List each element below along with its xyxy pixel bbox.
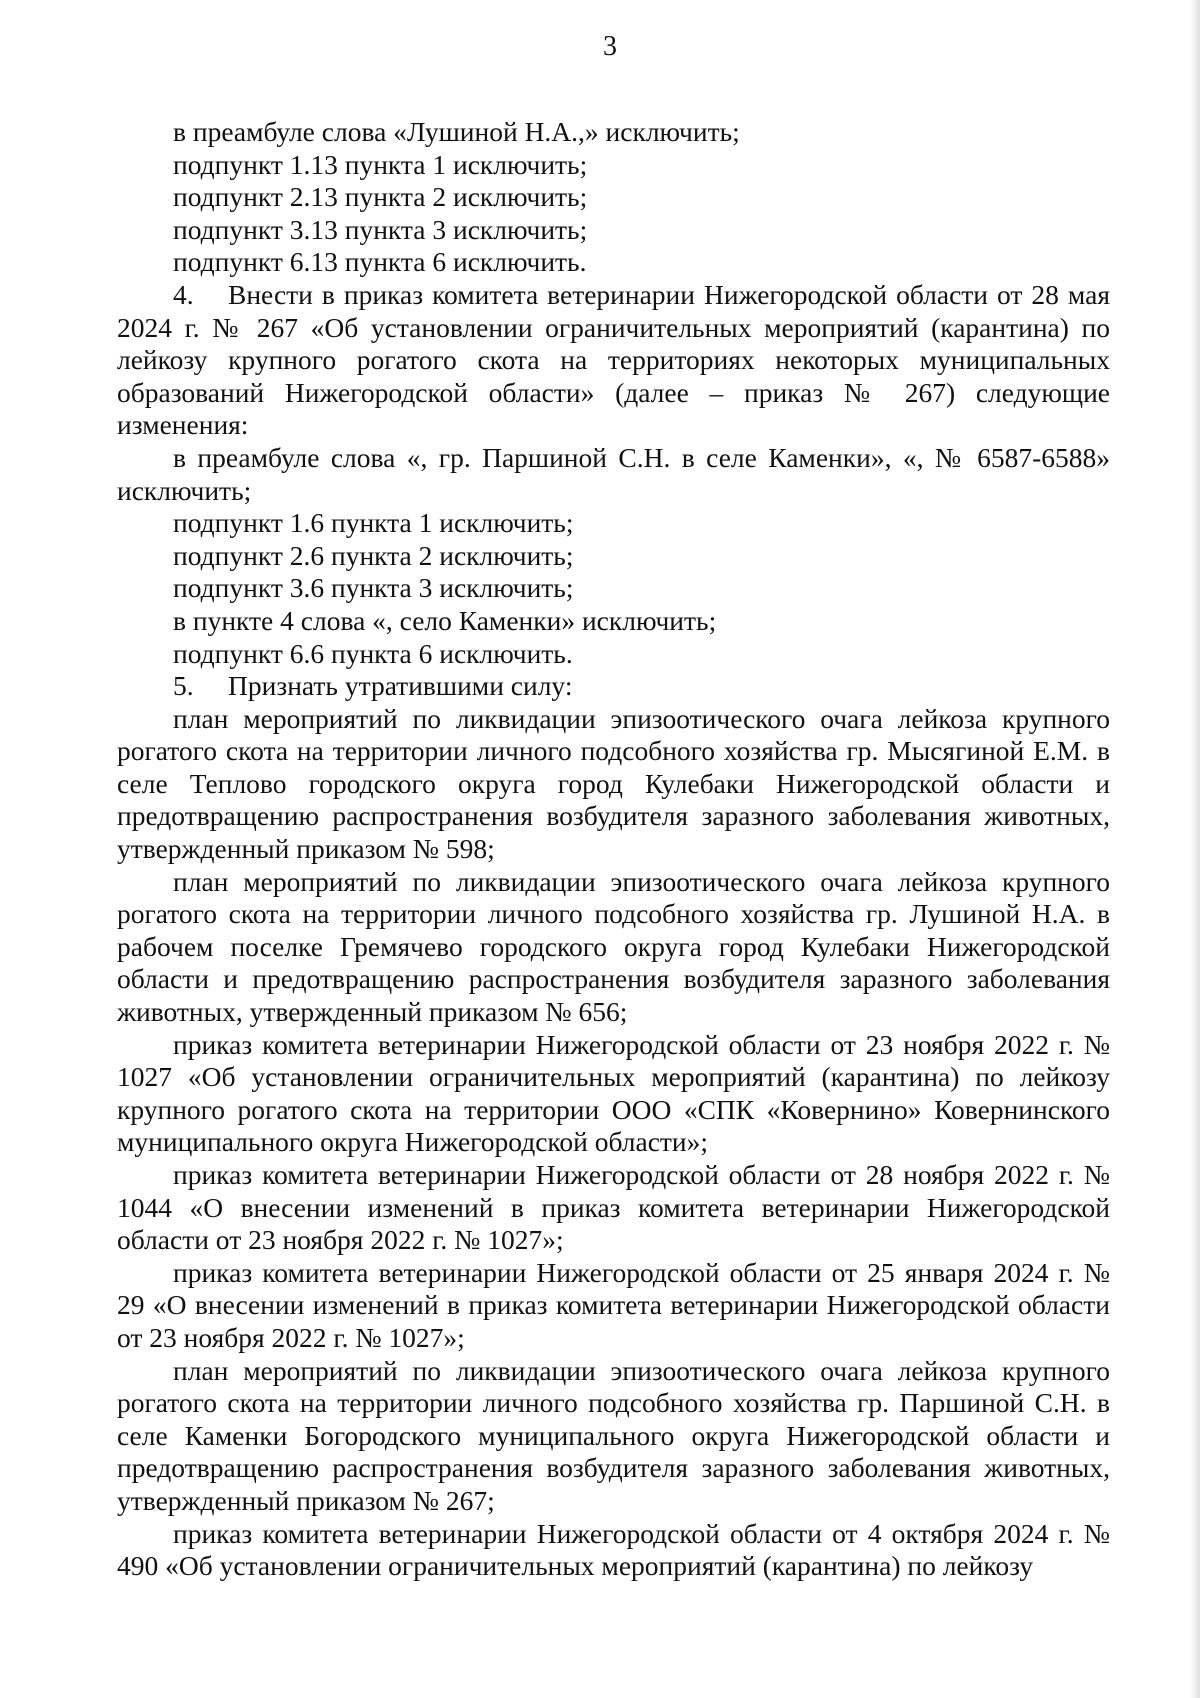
paragraph: приказ комитета ветеринарии Нижегородской области от 25 января 2024 г. № 29 «О внесении изменений в приказ комитета ветеринарии Нижегородской области от 23 ноября 2022 г. № 1027»;: [117, 1256, 1110, 1353]
item-number: 5.: [173, 670, 194, 702]
paragraph: план мероприятий по ликвидации эпизоотического очага лейкоза крупного рогатого скота на территории личного подсобного хозяйства гр. Мысягиной Е.М. в селе Теплово городского округа город Кулебаки Нижегородской области и предотвращению распространения возбудителя заразного заболевания животных, утвержденный приказом № 598;: [117, 702, 1110, 865]
paragraph: план мероприятий по ликвидации эпизоотического очага лейкоза крупного рогатого скота на территории личного подсобного хозяйства гр. Лушиной Н.А. в рабочем поселке Гремячево городского округа город Кулебаки Нижегородской области и предотвращению распространения возбудителя заразного заболевания животных, утвержденный приказом № 656;: [117, 865, 1110, 1028]
document-body: [117, 116, 1110, 1583]
paragraph: приказ комитета ветеринарии Нижегородской области от 23 ноября 2022 г. № 1027 «Об установлении ограничительных мероприятий (карантина) по лейкозу крупного рогатого скота на территории ООО «СПК «Ковернино» Ковернинского муниципального округа Нижегородской области»;: [117, 1028, 1110, 1158]
text-line: подпункт 1.6 пункта 1 исключить;: [173, 507, 574, 539]
item-number: 4.: [173, 278, 194, 310]
text-line: в преамбуле слова «, гр. Паршиной С.Н. в селе Каменки», «, № 6587-6588» исключить;: [117, 441, 1110, 506]
text-line: в пункте 4 слова «, село Каменки» исключить;: [173, 604, 717, 636]
item-text: Признать утратившими силу:: [228, 670, 573, 702]
text-line: в преамбуле слова «Лушиной Н.А.,» исключить;: [173, 116, 740, 147]
paragraph: план мероприятий по ликвидации эпизоотического очага лейкоза крупного рогатого скота на территории личного подсобного хозяйства гр. Паршиной С.Н. в селе Каменки Богородского муниципального округа Нижегородской области и предотвращению распространения возбудителя заразного заболевания животных, утвержденный приказом № 267;: [117, 1354, 1110, 1516]
item-text: Внести в приказ комитета ветеринарии Нижегородской области от 28 мая 2024 г. № 267 «Об установлении ограничительных мероприятий (карантина) по лейкозу крупного рогатого скота на территориях некоторых муниципальных образований Нижегородской области» (далее – приказ № 267) следующие изменения:: [117, 278, 1110, 441]
paragraph: приказ комитета ветеринарии Нижегородской области от 28 ноября 2022 г. № 1044 «О внесении изменений в приказ комитета ветеринарии Нижегородской области от 23 ноября 2022 г. № 1027»;: [117, 1159, 1110, 1256]
text-line: подпункт 6.6 пункта 6 исключить.: [173, 637, 573, 669]
text-line: подпункт 1.13 пункта 1 исключить;: [173, 148, 588, 180]
page-edge-shadow: [1190, 0, 1200, 1698]
numbered-item-4: [117, 279, 1110, 442]
text-line: подпункт 2.6 пункта 2 исключить;: [173, 539, 574, 571]
text-line: подпункт 2.13 пункта 2 исключить;: [173, 181, 588, 213]
text-line: подпункт 6.13 пункта 6 исключить.: [173, 246, 587, 278]
page-number: 3: [603, 31, 617, 62]
numbered-item-5: [117, 670, 1110, 703]
text-line: подпункт 3.13 пункта 3 исключить;: [173, 213, 588, 245]
text-line: подпункт 3.6 пункта 3 исключить;: [173, 572, 574, 604]
paragraph: приказ комитета ветеринарии Нижегородской области от 4 октября 2024 г. № 490 «Об установлении ограничительных мероприятий (карантина) по лейкозу: [117, 1517, 1110, 1582]
